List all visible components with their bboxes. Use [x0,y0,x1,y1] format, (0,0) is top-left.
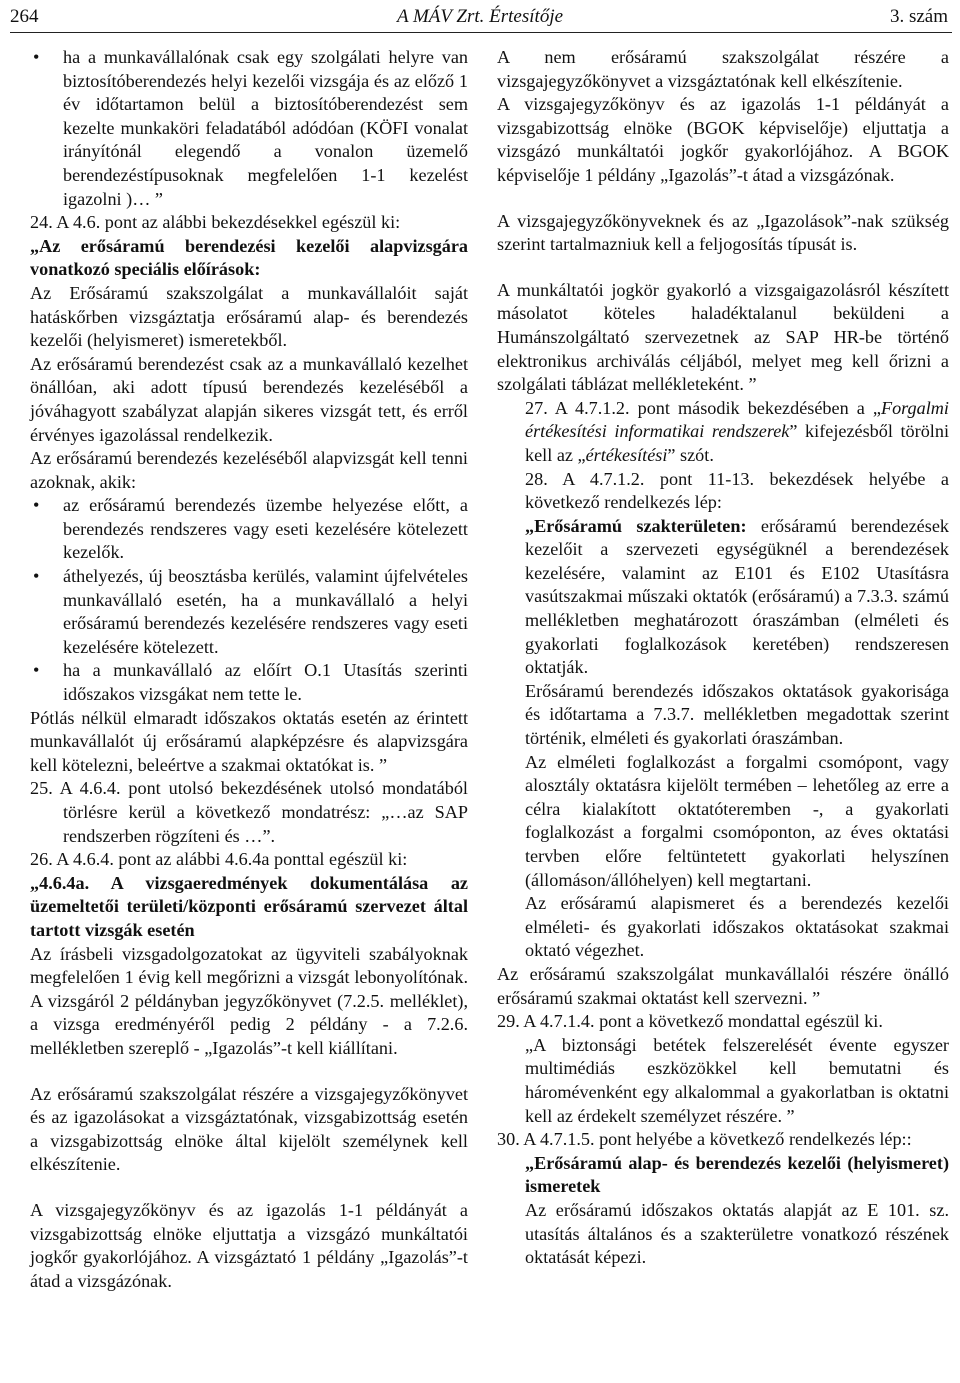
bullet-item: • ha a munkavállaló az előírt O.1 Utasítás szerinti időszakos vizsgákat nem tette le. [33,660,468,705]
paragraph: Az erősáramú berendezést csak az a munkavállaló kezelhet önállóan, aki adott típusú berendezés kezeléséből a jóváhagyott szabályzat alapján sikeres vizsgát tett, és erről érvényes igazolással rendelkezik. [30,353,468,445]
paragraph: A vizsgajegyzőkönyveknek és az „Igazolások”-nak szükség szerint tartalmazniuk kell a feljogosítás típusát is. [497,210,949,255]
paragraph: A nem erősáramú szakszolgálat részére a vizsgajegyzőkönyvet a vizsgáztatónak kell elkészítenie. [497,47,949,91]
paragraph-26: 26. A 4.6.4. pont az alábbi 4.6.4a ponttal egészül ki: [30,849,408,870]
paragraph-24: 24. A 4.6. pont az alábbi bekezdésekkel egészül ki: [30,212,401,233]
paragraph: Az erősáramú időszakos oktatás alapját az E 101. sz. utasítás általános és a szakterületre vonatkozó részének oktatását képezi. [525,1199,949,1268]
bullet-icon: • [33,47,40,67]
bullet-item: • ha a munkavállalónak csak egy szolgálati helyre van biztosítóberendezés helyi kezelői vizsgája és az előző 1 év időtartamon belül a biztosítóberendezést sem kezelte munkaköri feladatából adódóan (KÖFI vonalat irányítónál elegendő a vonalon üzemelő berendezéstípusoknak megfelelően 1-1 kezelést igazolni )… ” [33,47,468,209]
paragraph-25: 25. A 4.6.4. pont utolsó bekezdésének utolsó mondatából törlésre kerül a következő mondatrész: „…az SAP rendszerben rögzíteni és …”. [30,778,468,846]
right-column [497,46,949,1270]
paragraph: Az írásbeli vizsgadolgozatokat az ügyviteli szabályoknak megfelelően 1 évig kell megőrizni a vizsgát lebonyolítónak. A vizsgáról 2 példányban jegyzőkönyvet (7.2.5. melléklet), a vizsga eredményéről pedig 2 példány - a 7.2.6. mellékletben szereplő - „Igazolás”-t kell kiállítani. [30,943,468,1058]
paragraph: Pótlás nélkül elmaradt időszakos oktatás esetén az érintett munkavállalót új erősáramú alapképzésre és alapvizsgára kell kötelezni, beleértve a szakmai oktatókat is. ” [30,707,468,775]
bullet-item: • az erősáramú berendezés üzembe helyezése előtt, a berendezés rendszeres vagy eseti kezelésére kötelezett kezelők. [33,495,468,563]
header-rule [10,32,952,33]
bullet-icon: • [33,566,40,587]
bullet-icon: • [33,495,40,516]
paragraph: Az erősáramú alapismeret és a berendezés kezelői elméleti- és gyakorlati időszakos oktatásokat szakmai oktató végezhet. [525,893,949,961]
paragraph: Erősáramú berendezés időszakos oktatások gyakorisága és időtartama a 7.3.7. mellékletben megadottak szerint történik, elméleti és gyakorlati óraszámban. [525,680,949,749]
heading-26: „4.6.4a. A vizsgaeredmények dokumentálása az üzemeltetői területi/központi erősáramú szervezet által tartott vizsgák esetén [30,872,468,940]
paragraph: Az erősáramú berendezés kezeléséből alapvizsgát kell tenni azoknak, akik: [30,448,468,492]
paragraph: A vizsgajegyzőkönyv és az igazolás 1-1 példányát a vizsgabizottság elnöke eljuttatja a vizsgázó munkáltatói jogkőr gyakorlójához. A vizsgáztató 1 példány „Igazolás”-t átad a vizsgázónak. [30,1199,468,1291]
journal-title: A MÁV Zrt. Értesítője [396,6,564,27]
paragraph-28-text: „Erősáramú szakterületen: erősáramú berendezések kezelőit a szervezeti egységüknél a berendezések kezelésére, valamint az E101 és E102 Utasításra vasútszakmai műszaki oktatók (erősáramú) a 7.3.3. számú mellékletben meghatározott óraszámban (elméleti és gyakorlati foglalkozások keretében) rendszeresen oktatják. [525,515,949,678]
heading-24: „Az erősáramú berendezési kezelői alapvizsgára vonatkozó speciális előírások: [30,235,468,280]
paragraph-28: 28. A 4.7.1.2. pont 11-13. bekezdések helyébe a következő rendelkezés lép: [525,468,949,513]
paragraph: Az erősáramú szakszolgálat munkavállalói részére önálló erősáramú szakmai oktatást kell szervezni. ” [497,963,949,1008]
paragraph: Az elméleti foglalkozást a forgalmi csomópont, vagy alosztály oktatásra kijelölt termében – lehetőleg az erre a célra kialakított oktatóteremben -, a gyakorlati foglalkozást a forgalmi csomóponton, az éves oktatási tervben előre feltüntetett gyakorlati helyszínen (állomáson/állóhelyen) kell megtartani. [525,751,949,890]
left-column [30,46,468,1293]
paragraph-29-quote: „A biztonsági betétek felszerelését évente egyszer multimédiás eszközökkel kell bemutatni és háromévenként egy alkalommal a gyakorlatban is oktatni kell az érdekelt személyzet részére. ” [525,1034,949,1126]
page-header [0,6,960,32]
paragraph: Az erősáramú szakszolgálat részére a vizsgajegyzőkönyvet és az igazolásokat a vizsgáztatónak, vizsgabizottság esetén a vizsgabizottság elnöke által kijelölt személynek kell elkészítenie. [30,1083,468,1175]
bullet-icon: • [33,660,40,681]
paragraph-27: 27. A 4.7.1.2. pont második bekezdésében a „Forgalmi értékesítési informatikai rendszerek” kifejezésből törölni kell az „értékesítési” szót. [525,397,950,465]
paragraph: Az Erősáramú szakszolgálat a munkavállalóit saját hatáskőrben vizsgáztatja erősáramú alap- és berendezés kezelői (helyismeret) ismeretekből. [30,282,468,351]
paragraph-29: 29. A 4.7.1.4. pont a következő mondattal egészül ki. [497,1011,883,1032]
paragraph: A vizsgajegyzőkönyv és az igazolás 1-1 példányát a vizsgabizottság elnöke (BGOK képviselője) eljuttatja a vizsgázó munkáltatói jogkőr gyakorlójához. A BGOK képviselője 1 példány „Igazolás”-t átad a vizsgázónak. [497,94,949,185]
heading-30: „Erősáramú alap- és berendezés kezelői (helyismeret) ismeretek [525,1152,949,1197]
bullet-item: • áthelyezés, új beosztásba kerülés, valamint újfelvételes munkavállaló esetén, ha a munkavállaló a helyi erősáramú berendezés kezelésére rendszeres vagy eseti kezelésére kötelezett. [33,566,468,657]
paragraph-30: 30. A 4.7.1.5. pont helyébe a következő rendelkezés lép:: [497,1129,912,1150]
issue-number: 3. szám [889,6,948,27]
paragraph: A munkáltatói jogkör gyakorló a vizsgaigazolásról készített másolatot köteles haladéktalanul beküldeni a Humánszolgáltató szervezetnek az SAP HR-be történő elektronikus archiválás céljából, melyet meg kell őrizni a szolgálati táblázat mellékleteként. ” [497,279,949,395]
page-number: 264 [10,6,39,27]
